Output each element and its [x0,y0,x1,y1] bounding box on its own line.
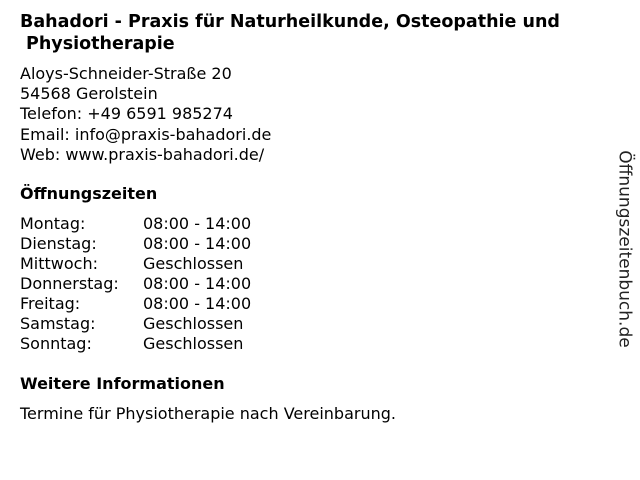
business-name-line-2: Physiotherapie [26,34,175,54]
time-value: 08:00 - 14:00 [143,234,252,253]
watermark-text: Öffnungszeitenbuch.de [615,150,636,348]
day-label: Montag: [20,214,86,233]
opening-hours-heading: Öffnungszeiten [20,184,158,203]
day-label: Donnerstag: [20,274,119,293]
day-label: Sonntag: [20,334,92,353]
time-value: 08:00 - 14:00 [143,294,252,313]
hours-row-sunday [20,334,251,354]
business-name-line-1: Bahadori - Praxis für Naturheilkunde, Osteopathie und [20,12,560,32]
hours-row-friday [20,294,251,314]
street-address: Aloys-Schneider-Straße 20 [20,64,232,83]
day-label: Freitag: [20,294,81,313]
hours-row-saturday [20,314,251,334]
watermark [614,136,636,362]
opening-hours-list [20,214,251,354]
hours-row-wednesday [20,254,251,274]
phone-number: Telefon: +49 6591 985274 [20,104,233,124]
hours-row-thursday [20,274,251,294]
hours-row-monday [20,214,251,234]
postal-city: 54568 Gerolstein [20,84,158,104]
time-value: 08:00 - 14:00 [143,214,252,233]
time-value: Geschlossen [143,254,244,273]
contact-block [20,64,271,165]
day-label: Mittwoch: [20,254,98,273]
business-title [20,11,634,55]
email-address: Email: info@praxis-bahadori.de [20,124,272,144]
hours-row-tuesday [20,234,251,254]
time-value: 08:00 - 14:00 [143,274,252,293]
website-url: Web: www.praxis-bahadori.de/ [20,144,265,164]
time-value: Geschlossen [143,314,244,333]
day-label: Samstag: [20,314,96,333]
day-label: Dienstag: [20,234,97,253]
further-info-heading: Weitere Informationen [20,374,225,393]
time-value: Geschlossen [143,334,244,353]
further-info-text: Termine für Physiotherapie nach Vereinbarung. [20,404,396,423]
